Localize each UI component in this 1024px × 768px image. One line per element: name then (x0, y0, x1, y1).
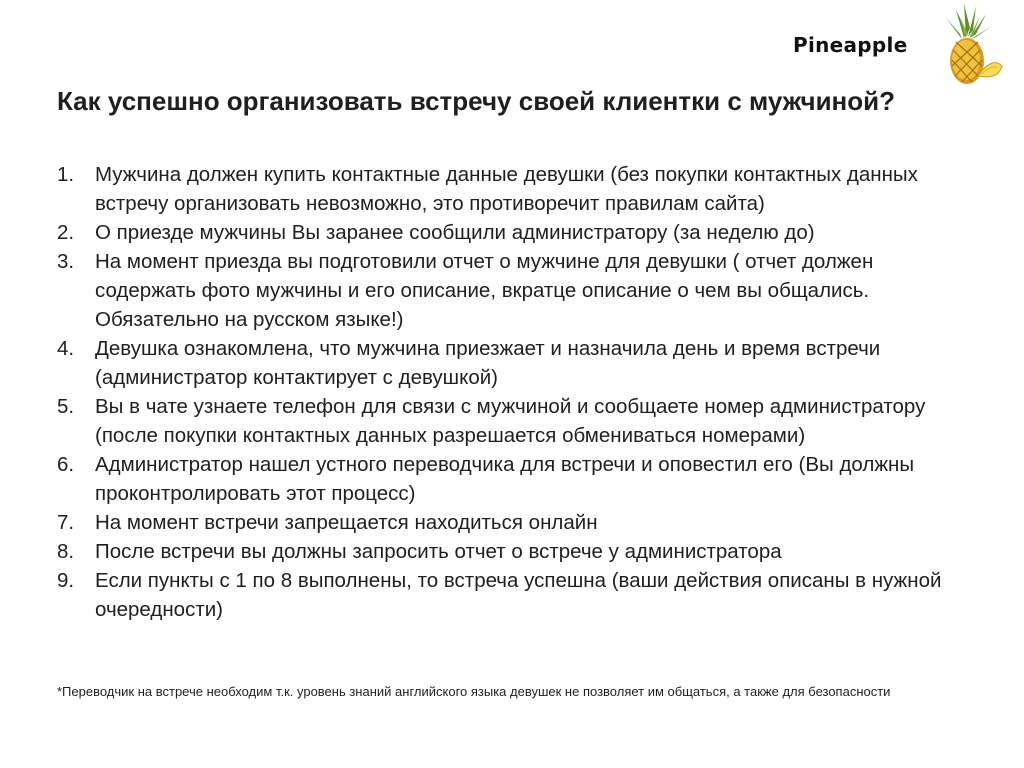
list-item (57, 566, 977, 624)
item-number: 5. (57, 395, 75, 418)
item-text: Девушка ознакомлена, что мужчина приезжает и назначила день и время встречи (администратор контактирует с девушкой) (95, 337, 881, 389)
item-text: После встречи вы должны запросить отчет о встрече у администратора (95, 540, 782, 563)
list-item (57, 218, 977, 247)
list-item (57, 537, 977, 566)
item-text: На момент приезда вы подготовили отчет о мужчине для девушки ( отчет должен содержать фото мужчины и его описание, вкратце описание о чем вы общались. Обязательно на русском языке!) (95, 250, 874, 331)
item-number: 7. (57, 511, 75, 534)
item-number: 6. (57, 453, 75, 476)
list-item (57, 247, 977, 334)
item-number: 4. (57, 337, 75, 360)
item-text: Вы в чате узнаете телефон для связи с мужчиной и сообщаете номер администратору (после покупки контактных данных разрешается обмениваться номерами) (95, 395, 926, 447)
footnote: *Переводчик на встрече необходим т.к. уровень знаний английского языка девушек не позволяет им общаться, а также для безопасности (57, 684, 891, 699)
item-number: 9. (57, 569, 75, 592)
page-title: Как успешно организовать встречу своей клиентки с мужчиной? (57, 86, 896, 116)
pineapple-icon (938, 4, 1004, 86)
brand-name: Pineapple (793, 33, 908, 57)
item-number: 2. (57, 221, 75, 244)
list-item (57, 508, 977, 537)
item-text: На момент встречи запрещается находиться онлайн (95, 511, 598, 534)
list-item (57, 392, 977, 450)
item-number: 8. (57, 540, 75, 563)
list-item (57, 450, 977, 508)
list-item (57, 160, 977, 218)
item-number: 1. (57, 163, 75, 186)
list-item (57, 334, 977, 392)
item-text: О приезде мужчины Вы заранее сообщили администратору (за неделю до) (95, 221, 815, 244)
item-text: Если пункты с 1 по 8 выполнены, то встреча успешна (ваши действия описаны в нужной очередности) (95, 569, 942, 621)
item-text: Мужчина должен купить контактные данные девушки (без покупки контактных данных встречу организовать невозможно, это противоречит правилам сайта) (95, 163, 918, 215)
item-text: Администратор нашел устного переводчика для встречи и оповестил его (Вы должны проконтролировать этот процесс) (95, 453, 915, 505)
steps-list (57, 160, 977, 624)
item-number: 3. (57, 250, 75, 273)
